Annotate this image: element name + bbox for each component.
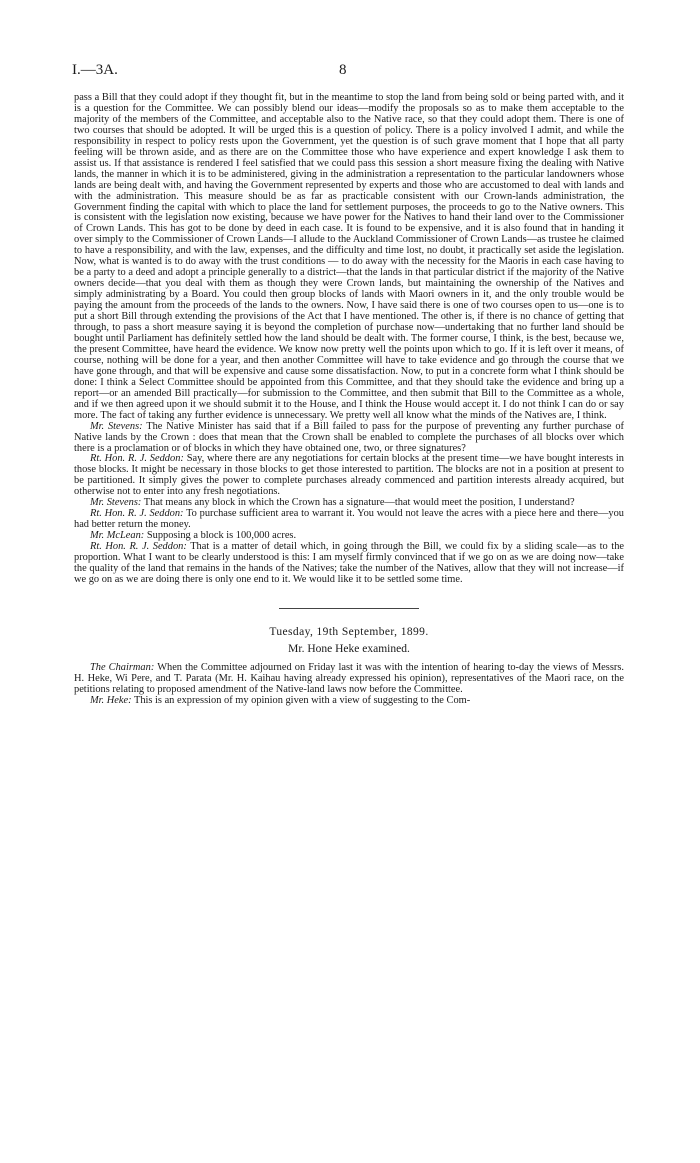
date-heading: Tuesday, 19th September, 1899.: [269, 625, 429, 638]
paragraph-text: That is a matter of detail which, in going through the Bill, we could fix by a sliding scale—as to the proportion. What I want to be clearly understood is this: I am myself firmly convinced that if we go on as we are doing now—take the quality of the land that remains in the hands of the Natives; take the number of the Natives, allow that they will not increase—if we go on as we are doing there is only one end to it. We would like it to be settled some time.: [74, 541, 624, 585]
paragraph-text: Supposing a block is 100,000 acres.: [146, 530, 297, 542]
speaker-name: Rt. Hon. R. J. Seddon:: [90, 541, 187, 553]
paragraph-text: This is an expression of my opinion given with a view of suggesting to the Com-: [133, 694, 471, 706]
paragraph: [74, 93, 624, 422]
speaker-name: Rt. Hon. R. J. Seddon:: [90, 508, 184, 520]
running-header: [72, 62, 632, 82]
paragraph: [74, 663, 624, 696]
paragraph-text: When the Committee adjourned on Friday last it was with the intention of hearing to-day the views of Messrs. H. Heke, Wi Pere, and T. Parata (Mr. H. Kaihau having already expressed his opinion), representatives of the Maori race, on the petitions relating to proposed amendment of the Native-land laws now before the Committee.: [74, 661, 624, 695]
paragraph: [74, 454, 624, 498]
body-text: [74, 93, 624, 707]
section-divider: [279, 608, 419, 609]
witness-heading: Mr. Hone Heke examined.: [288, 642, 410, 655]
paragraph-text: That means any block in which the Crown has a signature—that would meet the position, I understand?: [143, 497, 575, 509]
page-number: 8: [339, 62, 347, 78]
document-reference: I.—3A.: [72, 62, 118, 78]
paragraph-text: Say, where there are any negotiations for certain blocks at the present time—we have bought interests in those blocks. It might be necessary in those blocks to get those interested to partition. The blocks are not in a position at present to be partitioned. It simply gives the power to complete purchases already commenced and partition interests already acquired, but otherwise not to enter into any fresh negotiations.: [74, 453, 624, 498]
paragraph: [74, 696, 624, 707]
speaker-name: Mr. Stevens:: [90, 497, 142, 509]
paragraph-text: To purchase sufficient area to warrant it. You would not leave the acres with a piece here and there—you had better return the money.: [74, 508, 624, 531]
speaker-name: The Chairman:: [90, 661, 155, 673]
paragraph: [74, 509, 624, 531]
speaker-name: Mr. McLean:: [90, 530, 145, 542]
paragraph: [74, 542, 624, 586]
speaker-name: Mr. Heke:: [90, 694, 132, 706]
paragraph: [74, 422, 624, 455]
paragraph-text: pass a Bill that they could adopt if they thought fit, but in the meantime to stop the land from being sold or being parted with, and it is a question for the Committee. We can possibly blend our ideas—modify the proposals so as to make them acceptable to the majority of the members of the Committee, and acceptable also to the Native race, so that they could adopt them. There is one of two courses that should be adopted. It will be urged this is a question of policy. There is a policy involved I admit, and while the responsibility in respect to policy rests upon the Government, yet the question is of such grave moment that I hope that all party feeling will be thrown aside, and as there are on the Committee those who have experience and expert knowledge I ask them to assist us. If that assistance is rendered I feel satisfied that we could pass this session a short measure fixing the dealing with Native lands, the manner in which it is to be administered, giving in the administration a representation to the particular landowners whose lands are being dealt with, and having the Government represented by experts and those who are accustomed to deal with lands and with the administration. This measure should be as far as practicable consistent with our Crown-lands administration, the Government finding the capital with which to place the land for settlement purposes, the proceeds to go to the Native owners. This is consistent with the legislation now existing, because we have power for the Natives to hand their land over to the Commissioner of Crown Lands. This has got to be done by deed in each case. It is found to be expensive, and it is also found that in handing it over simply to the Commissioner of Crown Lands—I allude to the Auckland Commissioner of Crown Lands—as trustee he claimed to have a responsibility, and with the law, expenses, and the difficulty and time lost, no doubt, it practically set aside the legislation. Now, what is wanted is to do away with the trust conditions — to do away with the necessity for the Maoris in each case having to be a party to a deed and adopt a principle generally to a district—that the lands in that particular district if the majority of the Native owners decide—that you deal with them as though they were Crown lands, but maintaining the ownership of the Natives and simply administrating by a Board. You could then group blocks of lands with Maori owners in it, and the only trouble would be paying the amount from the proceeds of the lands to the owners. Now, I have said there is one of two courses open to us—one is to put a short Bill through extending the provisions of the Act that I have mentioned. The other is, if there is no chance of getting that through, to pass a short measure saying it is beyond the completion of purchase now—undertaking that no further land should be bought until Parliament has definitely settled how the land should be dealt with. The former course, I think, is the best, because we, the present Committee, have heard the evidence. We know now pretty well the points upon which to go. If it is left over it means, of course, nothing will be done for a year, and then another Committee will have to take evidence and go through the course that we have gone through, and that will be expensive and cause some dissatisfaction. Now, to put in a concrete form what I think should be done: I think a Select Committee should be appointed from this Committee, and that they should take the evidence and bring up a report—or an amended Bill practically—for submission to the Committee, and then submit that Bill to the Committee as a whole, and if we then agreed upon it we should submit it to the House, and I think the House would accept it. I do not think I can do or say more. The fact of taking any further evidence is unnecessary. We pretty well all know what the minds of the Natives are, I think.: [74, 92, 624, 421]
speaker-name: Mr. Stevens:: [90, 420, 143, 432]
speaker-name: Rt. Hon. R. J. Seddon:: [90, 453, 184, 465]
paragraph-text: The Native Minister has said that if a Bill failed to pass for the purpose of preventing any further purchase of Native lands by the Crown : does that mean that the Crown shall be enabled to complete the purchases of all blocks over which there is a proclamation or of blocks in which they have obtained one, two, or three signatures?: [74, 420, 625, 454]
